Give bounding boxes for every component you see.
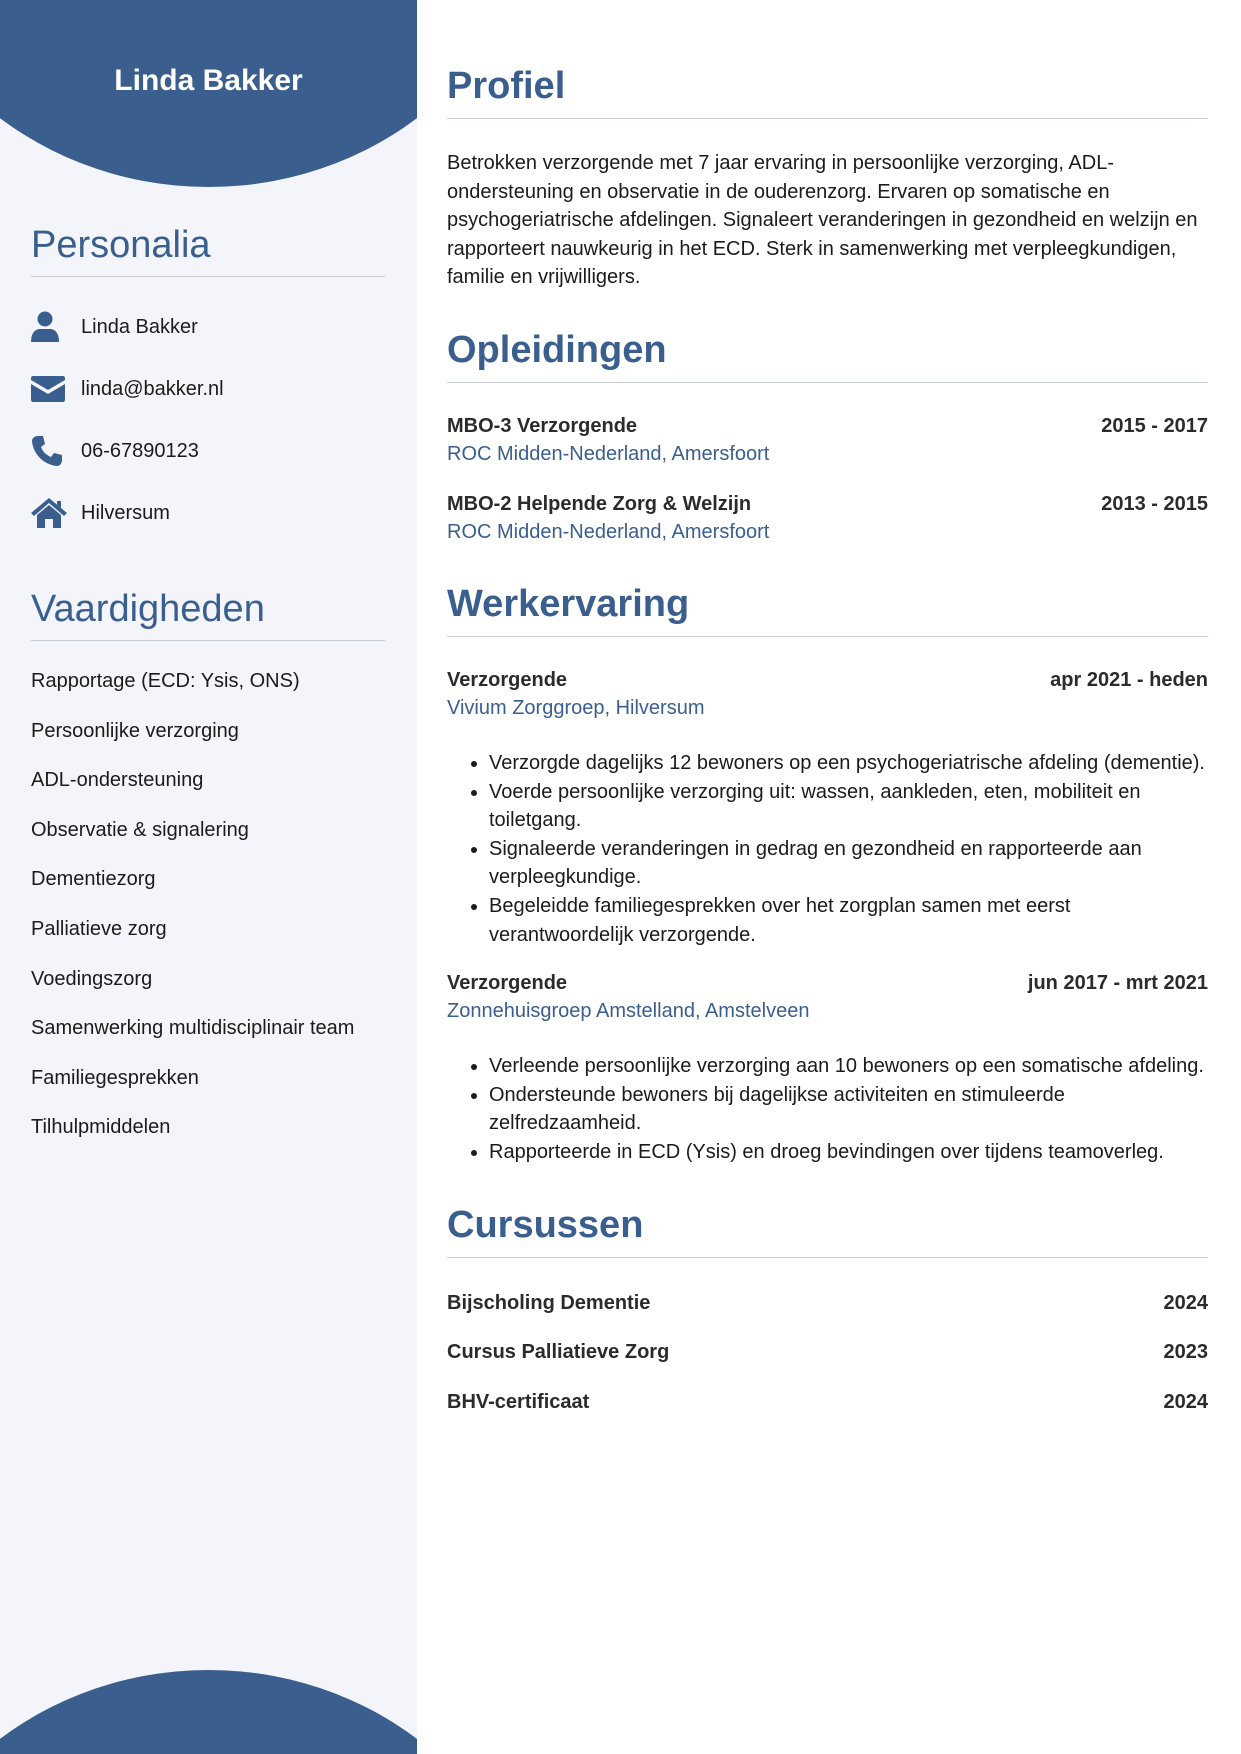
job-bullet: • Verzorgde dagelijks 12 bewoners op een psychogeriatrische afdeling (dementie). — [489, 749, 1208, 778]
course-entry — [447, 1388, 1208, 1416]
course-title: BHV-certificaat — [447, 1390, 590, 1413]
main-content — [447, 58, 1208, 1416]
skill-item: Familiegesprekken — [31, 1066, 199, 1089]
home-icon — [31, 495, 67, 531]
job-bullets — [447, 749, 1208, 949]
education-school: ROC Midden-Nederland, Amersfoort — [447, 520, 770, 543]
skill-item: ADL-ondersteuning — [31, 769, 204, 792]
sidebar — [0, 0, 417, 1754]
work-heading: Werkervaring — [447, 576, 1208, 637]
education-date: 2013 - 2015 — [1101, 492, 1208, 515]
job-bullet: • Ondersteunde bewoners bij dagelijkse activiteiten en stimuleerde zelfredzaamheid. — [489, 1081, 1208, 1138]
job-bullet: • Begeleidde familiegesprekken over het zorgplan samen met eerst verantwoordelijk verzorgende. — [489, 892, 1208, 949]
contact-email-text[interactable]: linda@bakker.nl — [81, 377, 224, 400]
job-title: Verzorgende — [447, 972, 568, 995]
profile-text: Betrokken verzorgende met 7 jaar ervaring in persoonlijke verzorging, ADL-ondersteuning en observatie in de ouderenzorg. Ervaren op somatische en psychogeriatrische afdelingen. Signaleert veranderingen in gezondheid en welzijn en rapporteert nauwkeurig in het ECD. Sterk in samenwerking met verpleegkundigen, familie en vrijwilligers. — [447, 152, 1198, 289]
education-heading: Opleidingen — [447, 322, 1208, 383]
job-title: Verzorgende — [447, 668, 568, 691]
education-title: MBO-2 Helpende Zorg & Welzijn — [447, 492, 752, 515]
skill-item: Persoonlijke verzorging — [31, 719, 239, 742]
course-year: 2024 — [1163, 1390, 1208, 1413]
education-entry — [447, 412, 1208, 468]
job-bullet: • Rapporteerde in ECD (Ysis) en droeg bevindingen over tijdens teamoverleg. — [489, 1138, 1208, 1167]
skills-list — [31, 662, 385, 1158]
skill-item: Tilhulpmiddelen — [31, 1116, 171, 1139]
course-entry — [447, 1338, 1208, 1366]
skill-item: Samenwerking multidisciplinair team — [31, 1017, 355, 1040]
contact-phone — [31, 420, 385, 482]
work-list — [447, 666, 1208, 1167]
skills-heading: Vaardigheden — [31, 582, 385, 641]
job-employer: Zonnehuisgroep Amstelland, Amstelveen — [447, 1000, 810, 1023]
contact-list — [31, 296, 385, 544]
job-bullet: • Voerde persoonlijke verzorging uit: wassen, aankleden, eten, mobiliteit en toiletgang. — [489, 778, 1208, 835]
course-year: 2023 — [1163, 1341, 1208, 1363]
contact-name-text: Linda Bakker — [81, 315, 198, 338]
education-date: 2015 - 2017 — [1101, 414, 1208, 437]
skill-item: Observatie & signalering — [31, 818, 249, 841]
courses-heading: Cursussen — [447, 1197, 1208, 1258]
sidebar-content — [31, 218, 385, 1158]
education-list — [447, 412, 1208, 546]
contact-name — [31, 296, 385, 358]
courses-list — [447, 1289, 1208, 1416]
job-employer: Vivium Zorggroep, Hilversum — [447, 696, 705, 719]
personalia-heading: Personalia — [31, 218, 385, 277]
contact-location-text: Hilversum — [81, 501, 170, 524]
work-entry — [447, 969, 1208, 1166]
course-title: Bijscholing Dementie — [447, 1291, 651, 1314]
course-title: Cursus Palliatieve Zorg — [447, 1341, 670, 1363]
skill-item: Palliatieve zorg — [31, 917, 167, 940]
contact-phone-text[interactable]: 06-67890123 — [81, 439, 199, 462]
course-year: 2024 — [1163, 1291, 1208, 1314]
user-icon — [31, 309, 67, 345]
job-date: jun 2017 - mrt 2021 — [1027, 972, 1208, 995]
job-bullets — [447, 1052, 1208, 1166]
contact-email — [31, 358, 385, 420]
job-date: apr 2021 - heden — [1050, 668, 1208, 691]
skill-item: Voedingszorg — [31, 967, 153, 990]
job-bullet: • Verleende persoonlijke verzorging aan 10 bewoners op een somatische afdeling. — [489, 1052, 1208, 1081]
sidebar-footer-shape — [0, 1670, 417, 1754]
education-title: MBO-3 Verzorgende — [447, 414, 638, 437]
contact-location — [31, 482, 385, 544]
course-entry — [447, 1289, 1208, 1317]
phone-icon — [31, 433, 67, 469]
skill-item: Rapportage (ECD: Ysis, ONS) — [31, 670, 300, 692]
skill-item: Dementiezorg — [31, 868, 156, 891]
profile-heading: Profiel — [447, 58, 1208, 119]
education-entry — [447, 490, 1208, 546]
envelope-icon — [31, 371, 67, 407]
education-school: ROC Midden-Nederland, Amersfoort — [447, 442, 770, 465]
work-entry — [447, 666, 1208, 949]
candidate-name: Linda Bakker — [114, 64, 303, 97]
job-bullet: • Signaleerde veranderingen in gedrag en gezondheid en rapporteerde aan verpleegkundige. — [489, 835, 1208, 892]
